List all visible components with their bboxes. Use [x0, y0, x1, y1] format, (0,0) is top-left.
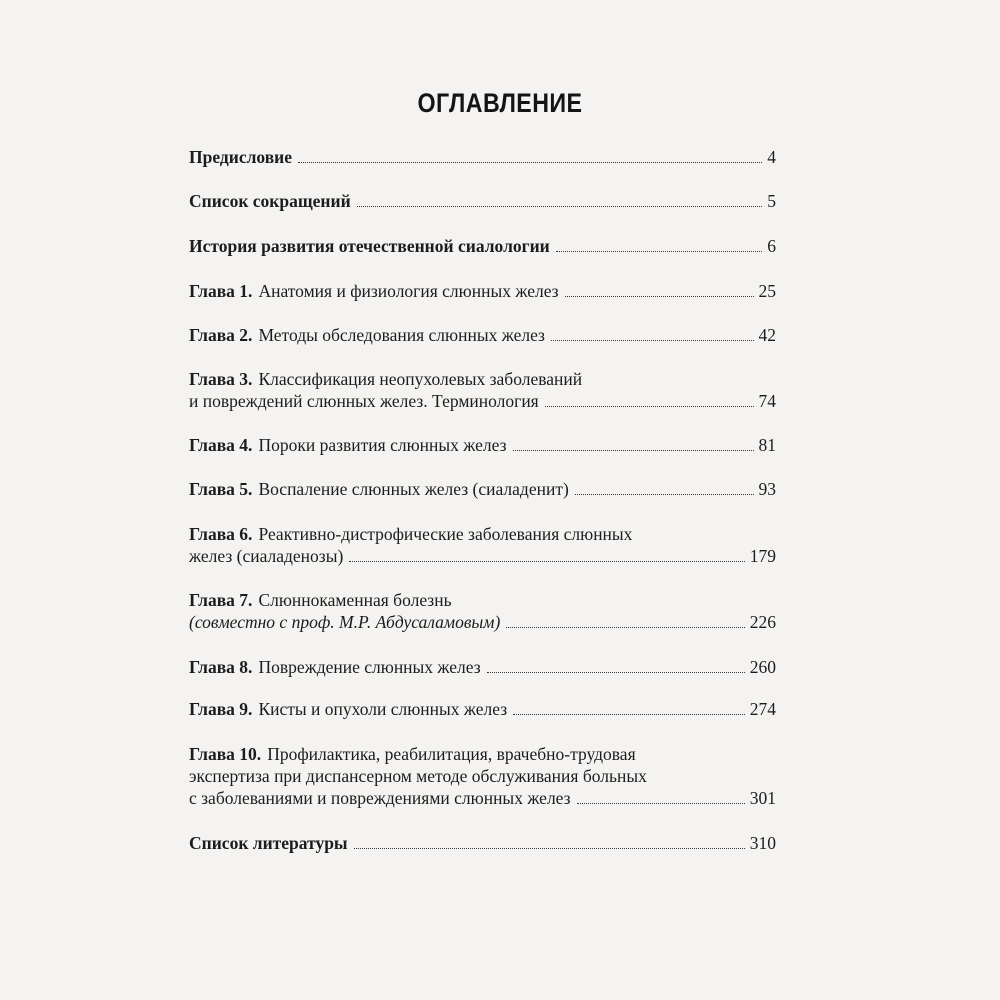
chapter-label: Глава 7.	[189, 590, 253, 610]
toc-entry	[189, 324, 776, 346]
page-number: 42	[758, 325, 776, 345]
chapter-label: Глава 10.	[189, 744, 262, 764]
toc-entry	[189, 589, 776, 633]
chapter-label: Глава 4.	[189, 435, 253, 455]
entry-title: Воспаление слюнных желез (сиаладенит)	[258, 479, 569, 499]
toc-line	[189, 146, 776, 168]
toc-entry	[189, 656, 776, 678]
toc-line	[189, 611, 776, 633]
toc-entry	[189, 478, 776, 500]
toc-entry	[189, 235, 776, 257]
dot-leader	[551, 340, 754, 341]
entry-title: Реактивно-дистрофические заболевания слюнных	[258, 524, 633, 544]
toc-line	[189, 698, 776, 720]
dot-leader	[575, 494, 754, 495]
entry-title: и повреждений слюнных желез. Терминология	[189, 391, 539, 411]
toc-entry	[189, 434, 776, 456]
page-title: ОГЛАВЛЕНИЕ	[417, 88, 583, 118]
toc-line	[189, 390, 776, 412]
toc-entry	[189, 190, 776, 212]
chapter-label: Глава 1.	[189, 281, 253, 301]
entry-title: Список литературы	[189, 833, 348, 853]
toc-line	[189, 235, 776, 257]
page-number: 274	[749, 699, 776, 719]
entry-title: Предисловие	[189, 147, 293, 167]
entry-title: Пороки развития слюнных желез	[258, 435, 507, 455]
chapter-label: Глава 9.	[189, 699, 253, 719]
dot-leader	[513, 714, 745, 715]
toc-entry	[189, 146, 776, 168]
toc-line	[189, 280, 776, 302]
entry-title: Кисты и опухоли слюнных желез	[258, 699, 508, 719]
toc-line	[189, 190, 776, 212]
chapter-label: Глава 2.	[189, 325, 253, 345]
page-number: 226	[749, 612, 776, 632]
entry-title: (совместно с проф. М.Р. Абдусаламовым)	[189, 612, 501, 632]
toc-line	[189, 434, 776, 456]
toc-entry	[189, 698, 776, 720]
chapter-label: Глава 6.	[189, 524, 253, 544]
toc-line	[189, 523, 776, 545]
page-number: 6	[767, 236, 776, 256]
dot-leader	[545, 406, 754, 407]
dot-leader	[513, 450, 754, 451]
entry-title: желез (сиаладенозы)	[189, 546, 344, 566]
chapter-label: Глава 3.	[189, 369, 253, 389]
toc-entry	[189, 368, 776, 412]
page-number: 74	[758, 391, 776, 411]
dot-leader	[556, 251, 763, 252]
page-number: 179	[749, 546, 776, 566]
toc-line	[189, 743, 776, 765]
dot-leader	[298, 162, 762, 163]
chapter-label: Глава 5.	[189, 479, 253, 499]
page-number: 310	[749, 833, 776, 853]
dot-leader	[349, 561, 744, 562]
toc-entry	[189, 523, 776, 567]
entry-title: экспертиза при диспансерном методе обслуживания больных	[189, 766, 647, 786]
toc-line	[189, 787, 776, 809]
entry-title: Классификация неопухолевых заболеваний	[258, 369, 583, 389]
entry-title: Анатомия и физиология слюнных желез	[258, 281, 559, 301]
entry-title: Методы обследования слюнных желез	[258, 325, 545, 345]
toc-line	[189, 324, 776, 346]
page-number: 301	[749, 788, 776, 808]
page-number: 93	[758, 479, 776, 499]
page-number: 25	[758, 281, 776, 301]
page-number: 81	[758, 435, 776, 455]
toc-entry	[189, 832, 776, 854]
page-number: 4	[767, 147, 776, 167]
entry-title: История развития отечественной сиалологии	[189, 236, 550, 256]
entry-title: Слюннокаменная болезнь	[258, 590, 452, 610]
toc-line	[189, 656, 776, 678]
toc-entry	[189, 743, 776, 809]
entry-title: с заболеваниями и повреждениями слюнных желез	[189, 788, 571, 808]
toc-line	[189, 478, 776, 500]
entry-title: Профилактика, реабилитация, врачебно-трудовая	[267, 744, 636, 764]
toc-line	[189, 832, 776, 854]
dot-leader	[577, 803, 745, 804]
page-number: 5	[767, 191, 776, 211]
dot-leader	[354, 848, 745, 849]
toc-entry	[189, 280, 776, 302]
chapter-label: Глава 8.	[189, 657, 253, 677]
dot-leader	[487, 672, 745, 673]
dot-leader	[565, 296, 754, 297]
dot-leader	[506, 627, 744, 628]
toc-line	[189, 765, 776, 787]
toc-line	[189, 545, 776, 567]
page-number: 260	[749, 657, 776, 677]
entry-title: Список сокращений	[189, 191, 351, 211]
toc-line	[189, 368, 776, 390]
dot-leader	[357, 206, 763, 207]
toc-line	[189, 589, 776, 611]
entry-title: Повреждение слюнных желез	[258, 657, 481, 677]
